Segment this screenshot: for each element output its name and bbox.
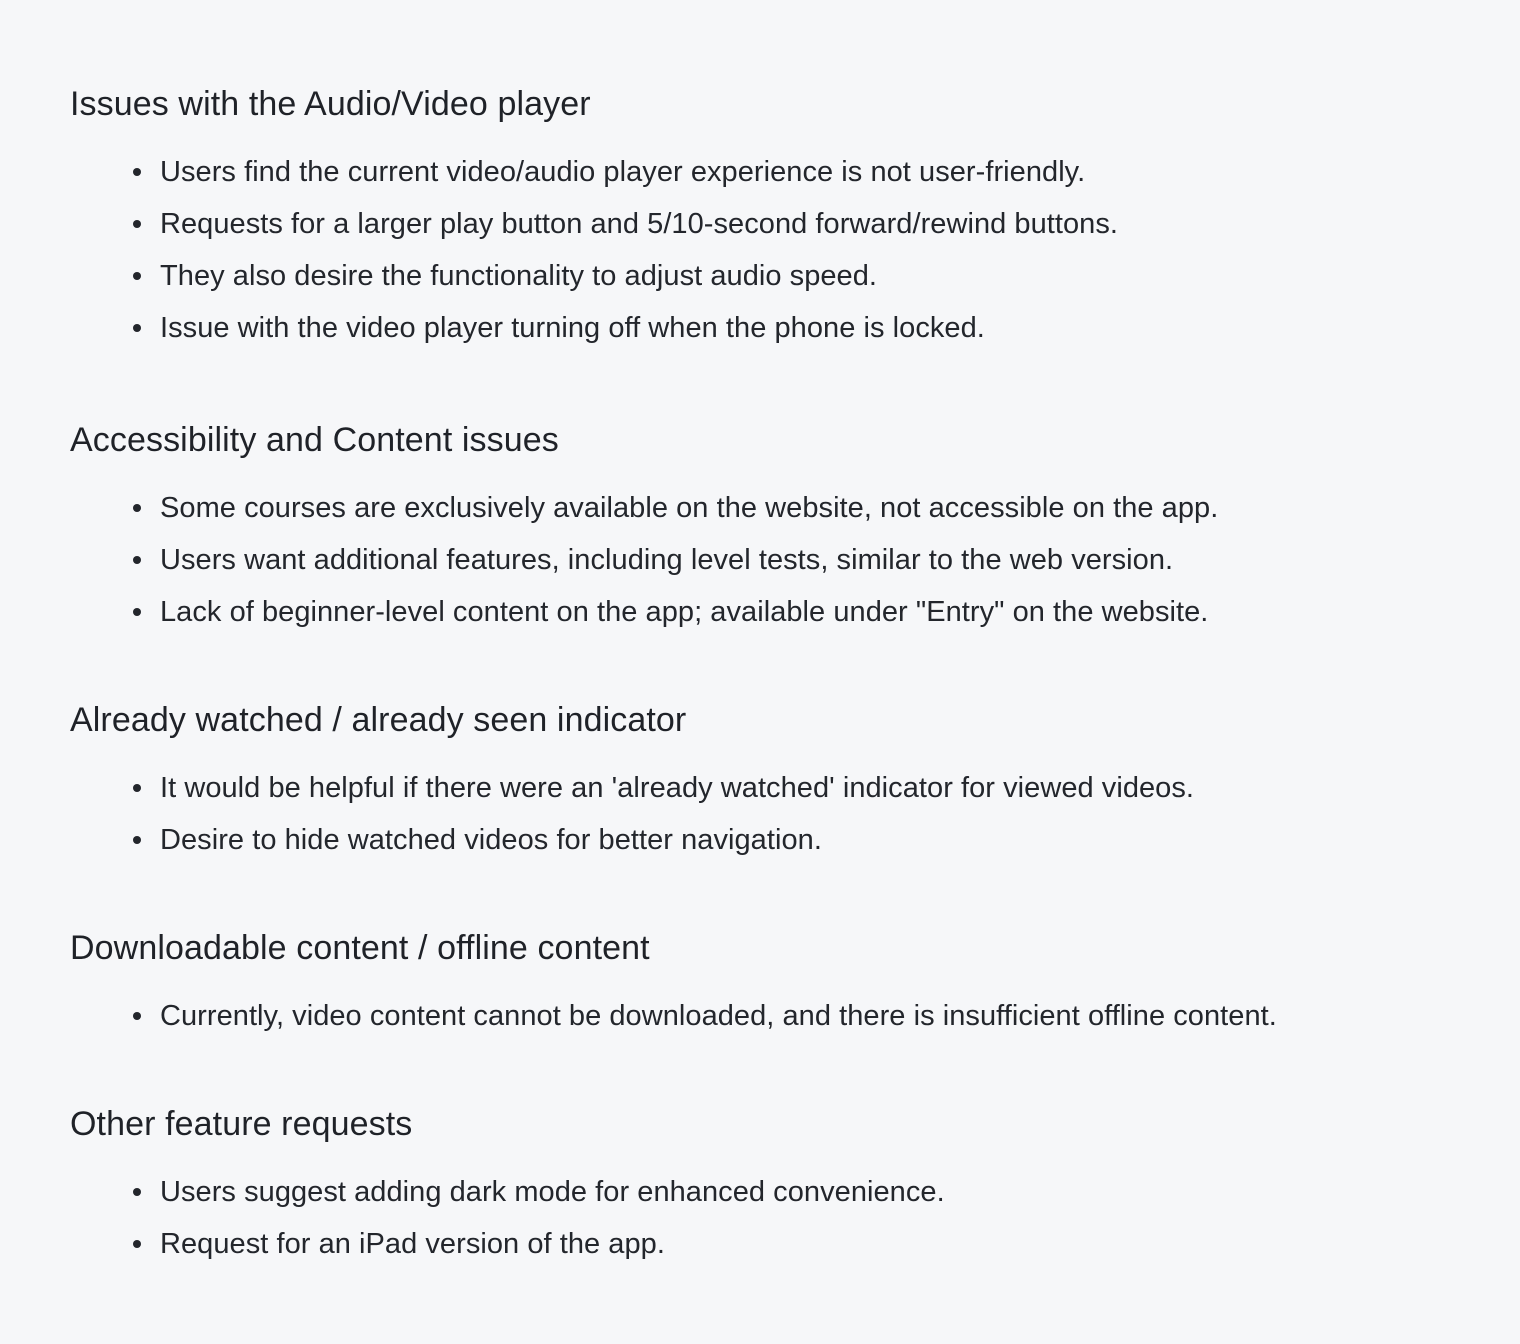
section-title: Issues with the Audio/Video player <box>70 85 591 123</box>
list-item <box>70 990 1480 1042</box>
list-item <box>70 814 1480 866</box>
list-item-text: They also desire the functionality to adjust audio speed. <box>160 260 878 292</box>
section-watched-indicator <box>70 698 1480 866</box>
list-item <box>70 586 1480 638</box>
list-item <box>70 534 1480 586</box>
section-other-requests <box>70 1102 1480 1270</box>
section-title: Other feature requests <box>70 1105 413 1143</box>
list-item-text: Some courses are exclusively available on the website, not accessible on the app. <box>160 492 1219 524</box>
list-item-text: Issue with the video player turning off when the phone is locked. <box>160 312 985 344</box>
section-title: Accessibility and Content issues <box>70 421 559 459</box>
bullet-dot-icon <box>133 272 141 280</box>
bullet-dot-icon <box>133 784 141 792</box>
section-title: Already watched / already seen indicator <box>70 701 687 739</box>
list-item-text: Currently, video content cannot be downloaded, and there is insufficient offline content. <box>160 1000 1277 1032</box>
bullet-list <box>70 990 1480 1042</box>
section-offline-content <box>70 926 1480 1042</box>
section-title: Downloadable content / offline content <box>70 929 650 967</box>
list-item <box>70 302 1480 354</box>
list-item-text: Users want additional features, including level tests, similar to the web version. <box>160 544 1174 576</box>
bullet-list <box>70 146 1480 354</box>
list-item-text: Users find the current video/audio player experience is not user-friendly. <box>160 156 1086 188</box>
list-item-text: Desire to hide watched videos for better navigation. <box>160 824 822 856</box>
bullet-list <box>70 482 1480 638</box>
bullet-list <box>70 1166 1480 1270</box>
bullet-dot-icon <box>133 1188 141 1196</box>
list-item <box>70 482 1480 534</box>
bullet-dot-icon <box>133 220 141 228</box>
bullet-dot-icon <box>133 504 141 512</box>
list-item-text: Requests for a larger play button and 5/10-second forward/rewind buttons. <box>160 208 1118 240</box>
bullet-dot-icon <box>133 1012 141 1020</box>
list-item <box>70 1166 1480 1218</box>
list-item-text: Users suggest adding dark mode for enhanced convenience. <box>160 1176 945 1208</box>
list-item <box>70 146 1480 198</box>
list-item <box>70 1218 1480 1270</box>
bullet-dot-icon <box>133 168 141 176</box>
bullet-dot-icon <box>133 1240 141 1248</box>
list-item <box>70 198 1480 250</box>
bullet-dot-icon <box>133 556 141 564</box>
list-item-text: Request for an iPad version of the app. <box>160 1228 665 1260</box>
bullet-dot-icon <box>133 836 141 844</box>
section-audio-video-player <box>70 82 1480 354</box>
bullet-list <box>70 762 1480 866</box>
section-accessibility-content <box>70 418 1480 638</box>
list-item <box>70 762 1480 814</box>
list-item <box>70 250 1480 302</box>
list-item-text: It would be helpful if there were an 'already watched' indicator for viewed videos. <box>160 772 1195 804</box>
bullet-dot-icon <box>133 324 141 332</box>
list-item-text: Lack of beginner-level content on the app; available under "Entry" on the website. <box>160 596 1209 628</box>
bullet-dot-icon <box>133 608 141 616</box>
